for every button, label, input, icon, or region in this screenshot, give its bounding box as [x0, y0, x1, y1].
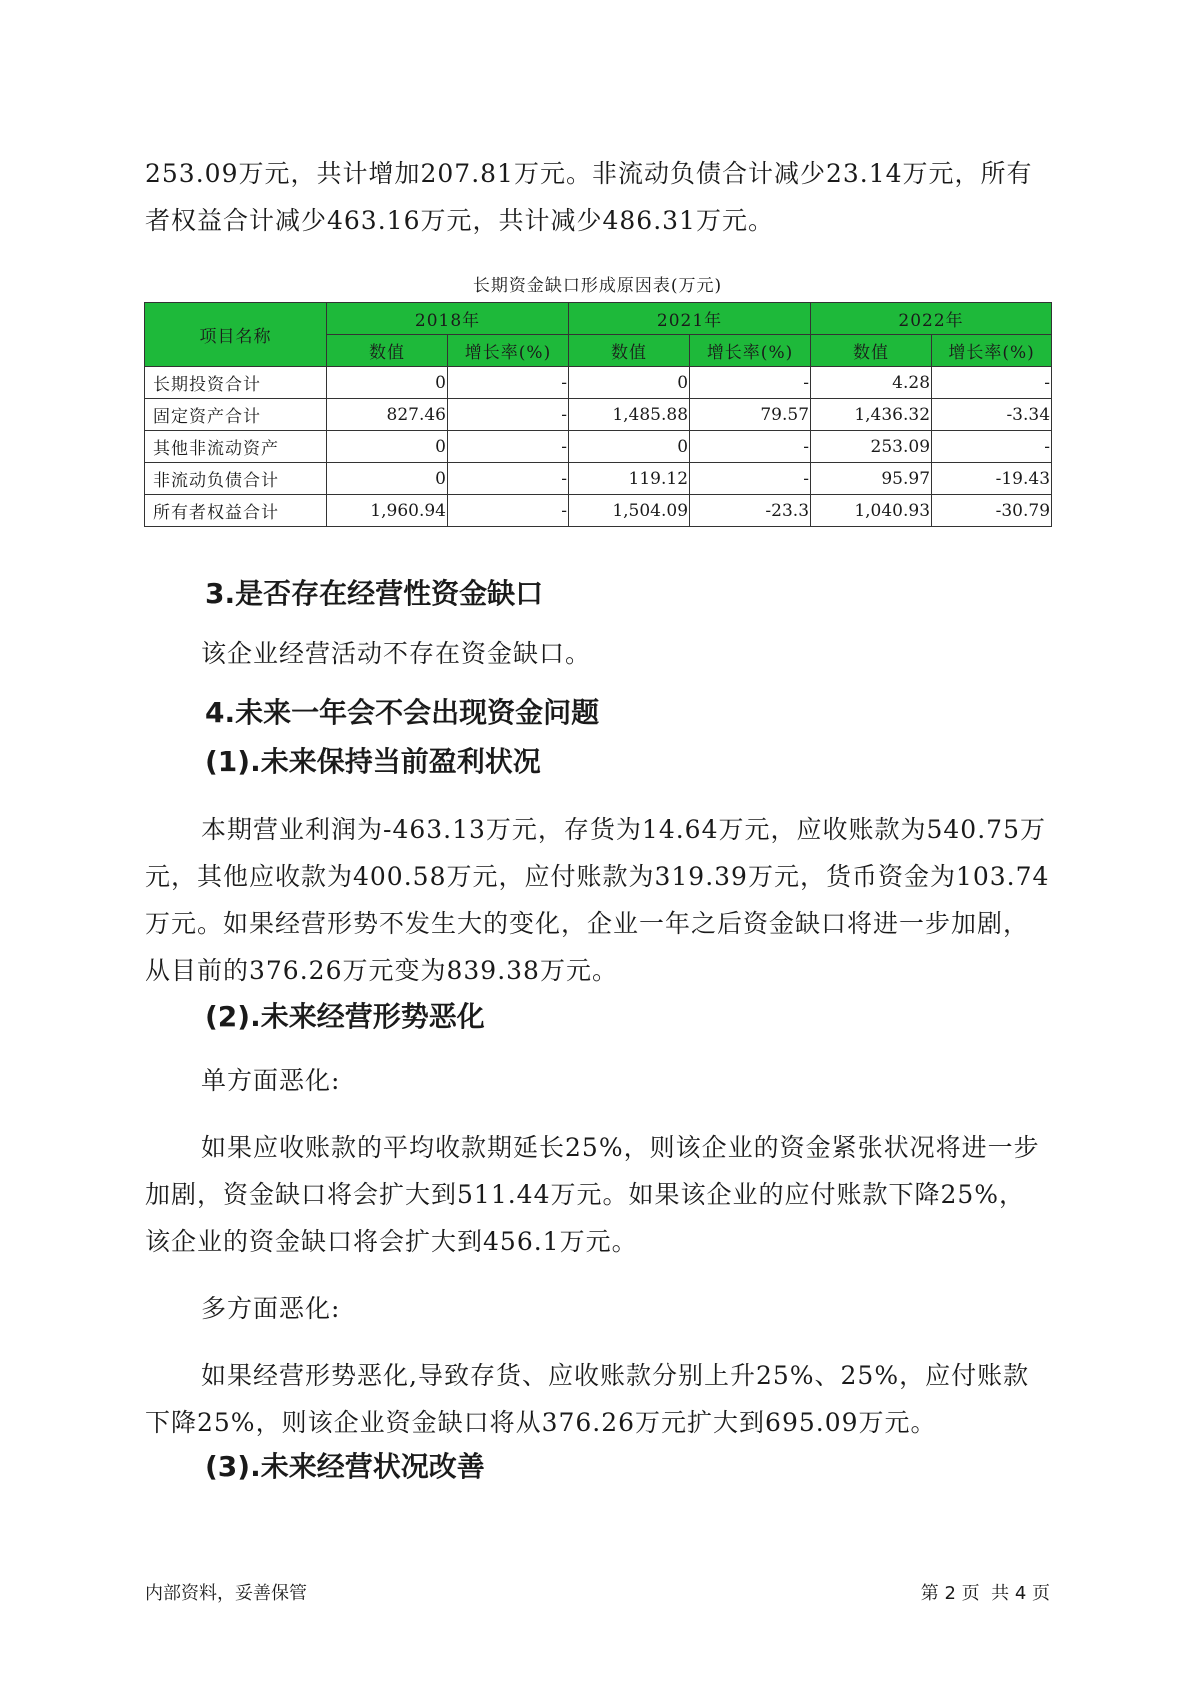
item-name-header: 项目名称 — [145, 303, 327, 367]
subsection-1-text: 本期营业利润为-463.13万元，存货为14.64万元，应收账款为540.75万元，其他应收款为400.58万元，应付账款为319.39万元，货币资金为103.74万元。如果经营形势不发生大的变化，企业一年之后资金缺口将进一步加剧，从目前的376.26万元变为839.38万元。 — [145, 815, 1050, 985]
year-header: 2021年 — [569, 303, 811, 335]
footer-page-number: 第 2 页 共 4 页 — [920, 1583, 1050, 1604]
intro-paragraph: 253.09万元，共计增加207.81万元。非流动负债合计减少23.14万元，所有者权益合计减少463.16万元，共计减少486.31万元。 — [145, 159, 1033, 235]
cell-growth: - — [448, 367, 569, 399]
subsection-1-heading: (1).未来保持当前盈利状况 — [205, 745, 541, 778]
cell-growth: -23.3 — [690, 495, 811, 527]
cell-growth: - — [690, 463, 811, 495]
cell-growth: - — [448, 495, 569, 527]
cell-growth: -19.43 — [932, 463, 1052, 495]
cell-value: 0 — [327, 431, 448, 463]
cell-value: 827.46 — [327, 399, 448, 431]
table-header-row-years — [145, 303, 1052, 335]
section-3-text: 该企业经营活动不存在资金缺口。 — [201, 639, 592, 668]
footer-confidential-note: 内部资料，妥善保管 — [145, 1583, 307, 1604]
row-name: 长期投资合计 — [145, 367, 327, 399]
multi-deterioration-text: 如果经营形势恶化,导致存货、应收账款分别上升25%、25%，应付账款下降25%，则该企业资金缺口将从376.26万元扩大到695.09万元。 — [145, 1361, 1030, 1437]
cell-value: 0 — [569, 367, 690, 399]
subsection-3-heading: (3).未来经营状况改善 — [205, 1450, 485, 1483]
table-row — [145, 463, 1052, 495]
cell-value: 0 — [327, 367, 448, 399]
row-name: 所有者权益合计 — [145, 495, 327, 527]
cell-value: 119.12 — [569, 463, 690, 495]
cell-growth: - — [932, 431, 1052, 463]
year-header: 2022年 — [811, 303, 1052, 335]
table-row — [145, 399, 1052, 431]
cell-value: 0 — [569, 431, 690, 463]
multi-deterioration-label: 多方面恶化: — [201, 1294, 341, 1323]
value-header: 数值 — [569, 335, 690, 367]
cell-growth: -3.34 — [932, 399, 1052, 431]
row-name: 其他非流动资产 — [145, 431, 327, 463]
section-3-heading: 3.是否存在经营性资金缺口 — [205, 577, 544, 610]
table-caption: 长期资金缺口形成原因表(万元) — [472, 276, 723, 296]
cell-growth: 79.57 — [690, 399, 811, 431]
growth-rate-header: 增长率(%) — [932, 335, 1052, 367]
table-row — [145, 495, 1052, 527]
cell-value: 1,960.94 — [327, 495, 448, 527]
cell-growth: - — [448, 431, 569, 463]
cell-value: 253.09 — [811, 431, 932, 463]
funding-gap-table — [144, 302, 1052, 527]
single-deterioration-label: 单方面恶化: — [201, 1066, 341, 1095]
cell-value: 1,504.09 — [569, 495, 690, 527]
subsection-2-heading: (2).未来经营形势恶化 — [205, 1000, 485, 1033]
single-deterioration-text: 如果应收账款的平均收款期延长25%，则该企业的资金紧张状况将进一步加剧，资金缺口将会扩大到511.44万元。如果该企业的应付账款下降25%，该企业的资金缺口将会扩大到456.1万元。 — [145, 1133, 1040, 1256]
row-name: 非流动负债合计 — [145, 463, 327, 495]
cell-value: 1,485.88 — [569, 399, 690, 431]
cell-growth: - — [448, 463, 569, 495]
cell-growth: - — [690, 431, 811, 463]
value-header: 数值 — [327, 335, 448, 367]
cell-growth: -30.79 — [932, 495, 1052, 527]
section-4-heading: 4.未来一年会不会出现资金问题 — [205, 696, 600, 729]
cell-value: 4.28 — [811, 367, 932, 399]
value-header: 数值 — [811, 335, 932, 367]
cell-value: 0 — [327, 463, 448, 495]
growth-rate-header: 增长率(%) — [448, 335, 569, 367]
cell-value: 1,040.93 — [811, 495, 932, 527]
table-row — [145, 431, 1052, 463]
growth-rate-header: 增长率(%) — [690, 335, 811, 367]
cell-growth: - — [448, 399, 569, 431]
cell-growth: - — [690, 367, 811, 399]
year-header: 2018年 — [327, 303, 569, 335]
cell-growth: - — [932, 367, 1052, 399]
row-name: 固定资产合计 — [145, 399, 327, 431]
cell-value: 95.97 — [811, 463, 932, 495]
cell-value: 1,436.32 — [811, 399, 932, 431]
table-row — [145, 367, 1052, 399]
